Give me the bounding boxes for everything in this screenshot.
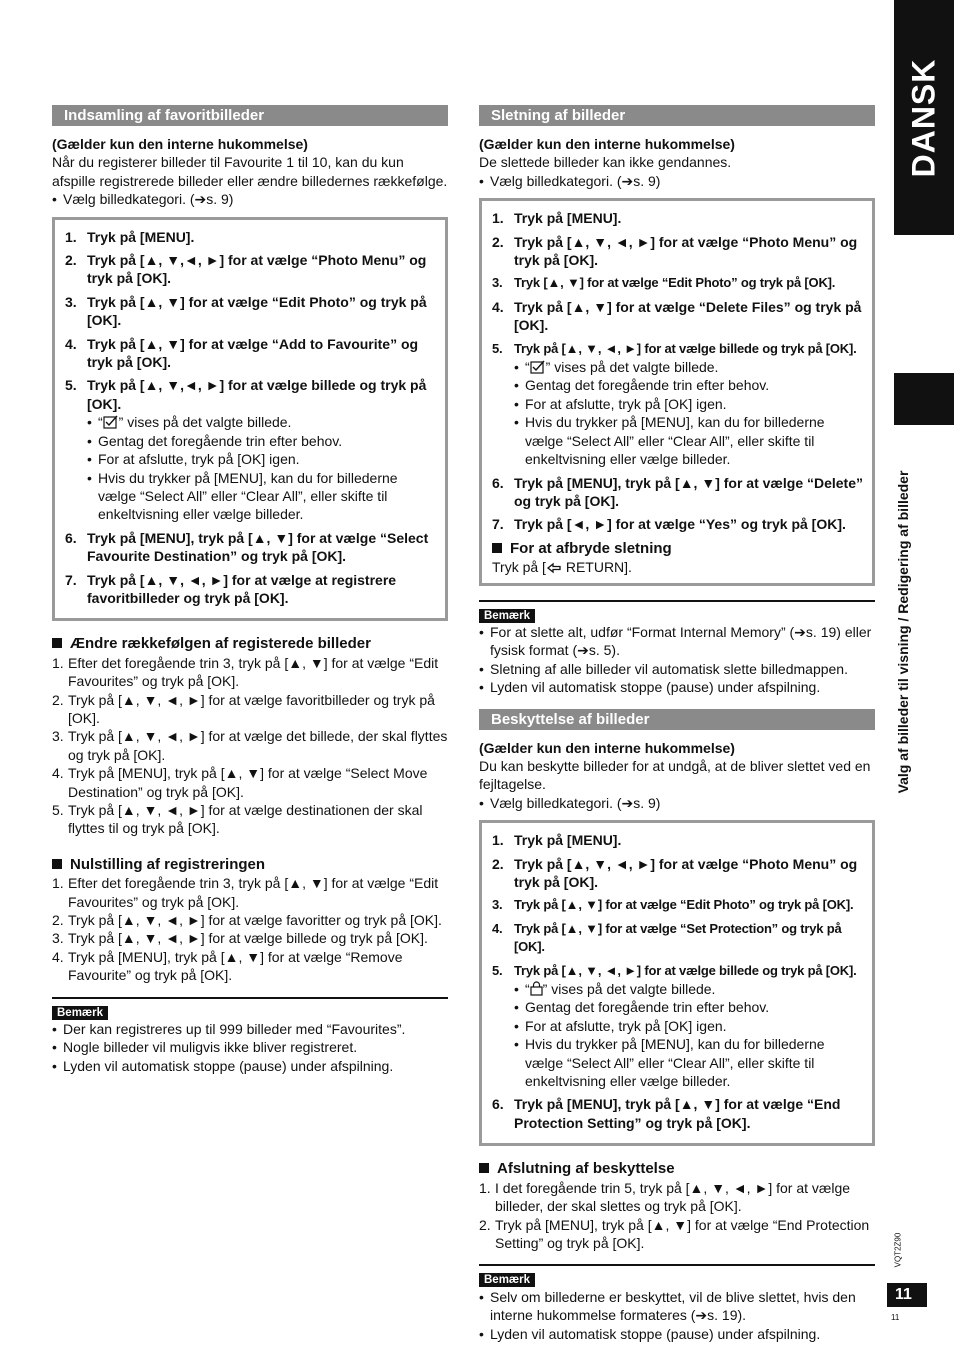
step-item: 3. Tryk på [▲, ▼] for at vælge “Edit Photo” og tryk på [OK]. — [65, 293, 427, 329]
step-item: 2. Tryk på [▲, ▼, ◄, ►] for at vælge “Photo Menu” og tryk på [OK]. — [492, 233, 858, 269]
delete-steps — [492, 209, 863, 534]
reset-list: 1. Efter det foregående trin 3, tryk på [▲, ▼] for at vælge “Edit Favourites” og tryk på [OK]. 2. Tryk på [▲, ▼, ◄, ►] for at vælge favoritter og tryk på [OK]. 3. Tryk på [▲, ▼, ◄, ►] for at vælge billede og tryk på [OK]. 4. Tryk på [MENU], tryk på [▲, ▼] for at vælge “Remove Favourite” og tryk på [OK]. — [52, 875, 442, 984]
square-bullet-icon — [479, 1163, 489, 1173]
divider — [479, 1264, 875, 1266]
step-sub-bullets: • “ ” vises på det valgte billede. • Gentag det foregående trin efter behov. • For at afslutte, tryk på [OK] igen. • Hvis du trykker på [MENU], kan du for billederne vælge “Select All” eller “Clear All”, eller skifte til enkeltvisning eller vælge billeder. — [514, 980, 863, 1090]
pre-step: • Vælg billedkategori. (➔s. 9) — [479, 794, 875, 812]
note-tag: Bemærk — [479, 609, 535, 623]
section-marker — [894, 373, 954, 425]
left-column — [52, 105, 448, 1075]
step-item: 7. Tryk på [▲, ▼, ◄, ►] for at vælge at registrere favoritbilleder og tryk på [OK]. — [65, 571, 397, 606]
step-item: 2. Tryk på [▲, ▼, ◄, ►] for at vælge “Photo Menu” og tryk på [OK]. — [492, 855, 858, 890]
step-item: 5. Tryk på [▲, ▼,◄, ►] for at vælge billede og tryk på [OK]. • “ ” vises på det valgte billede. • Gentag det foregående trin efter behov. • For at afslutte, tryk på [OK] igen. • Hvis du trykker på [MENU], kan du for billederne vælge “Select All” eller “Clear All”, eller skifte til enkeltvisning eller vælge billeder. — [65, 376, 436, 523]
protect-heading: Beskyttelse af billeder — [479, 709, 875, 730]
step-item: 3. Tryk på [▲, ▼] for at vælge “Edit Photo” og tryk på [OK]. — [492, 897, 854, 913]
checkbox-icon — [530, 360, 546, 374]
favourites-intro: Når du registerer billeder til Favourite 1 til 10, kan du kun afspille registrerede billeder eller ændre billedernes rækkefølge. — [52, 154, 448, 189]
step-item: 7. Tryk på [◄, ►] for at vælge “Yes” og tryk på [OK]. — [492, 516, 846, 533]
memory-note: (Gælder kun den interne hukommelse) — [479, 136, 735, 152]
protect-intro: Du kan beskytte billeder for at undgå, at de bliver slettet ved en fejltagelse. — [479, 757, 871, 793]
page-number-small: 11 — [891, 1313, 900, 1322]
step-item: 5. Tryk på [▲, ▼, ◄, ►] for at vælge billede og tryk på [OK]. • “ ” vises på det valgte billede. • Gentag det foregående trin efter behov. • For at afslutte, tryk på [OK] igen. • Hvis du trykker på [MENU], kan du for billederne vælge “Select All” eller “Clear All”, eller skifte til enkeltvisning eller vælge billeder. — [492, 962, 863, 1091]
reorder-heading: Ændre rækkefølgen af registerede billeder — [52, 635, 448, 653]
step-item: 4. Tryk på [▲, ▼] for at vælge “Add to Favourite” og tryk på [OK]. — [65, 335, 419, 371]
reset-heading: Nulstilling af registreringen — [52, 856, 448, 874]
protect-notes: • Selv om billederne er beskyttet, vil de blive slettet, hvis den interne hukommelse formateres (➔s. 19). • Lyden vil automatisk stoppe (pause) under afspilning. — [479, 1288, 875, 1343]
step-item: 1. Tryk på [MENU]. — [492, 210, 622, 227]
favourites-notes: • Der kan registreres up til 999 billeder med “Favourites”. • Nogle billeder vil muligvis ikke bliver registreret. • Lyden vil automatisk stoppe (pause) under afspilning. — [52, 1020, 448, 1075]
square-bullet-icon — [52, 859, 62, 869]
step-item: 6. Tryk på [MENU], tryk på [▲, ▼] for at vælge “Delete” og tryk på [OK]. — [492, 474, 864, 509]
protect-steps-box — [479, 820, 875, 1146]
delete-heading: Sletning af billeder — [479, 105, 875, 126]
delete-notes: • For at slette alt, udfør “Format Internal Memory” (➔s. 19) eller fysisk format (➔s. 5). • Sletning af alle billeder vil automatisk slette billedmappen. • Lyden vil automatisk stoppe (pause) under afspilning. — [479, 623, 875, 697]
square-bullet-icon — [52, 638, 62, 648]
note-tag: Bemærk — [52, 1006, 108, 1020]
delete-intro: De slettede billeder kan ikke gendannes. — [479, 154, 732, 171]
square-bullet-icon — [492, 543, 502, 553]
delete-steps-box — [479, 198, 875, 585]
step-item: 1. Tryk på [MENU]. — [65, 228, 195, 245]
memory-note: (Gælder kun den interne hukommelse) — [479, 739, 735, 756]
right-column — [479, 105, 875, 1343]
step-item: 6. Tryk på [MENU], tryk på [▲, ▼] for at vælge “End Protection Setting” og tryk på [OK]. — [492, 1096, 841, 1131]
favourites-heading: Indsamling af favoritbilleder — [52, 105, 448, 126]
end-protection-heading: Afslutning af beskyttelse — [479, 1160, 875, 1178]
step-item: 5. Tryk på [▲, ▼, ◄, ►] for at vælge billede og tryk på [OK]. • “ ” vises på det valgte billede. • Gentag det foregående trin efter behov. • For at afslutte, tryk på [OK] igen. • Hvis du trykker på [MENU], kan du for billederne vælge “Select All” eller “Clear All”, eller skifte til enkeltvisning eller vælge billeder. — [492, 340, 863, 469]
note-tag: Bemærk — [479, 1273, 535, 1287]
step-item: 6. Tryk på [MENU], tryk på [▲, ▼] for at vælge “Select Favourite Destination” og tryk på [OK]. — [65, 529, 429, 565]
step-sub-bullets: • “ ” vises på det valgte billede. • Gentag det foregående trin efter behov. • For at afslutte, tryk på [OK] igen. • Hvis du trykker på [MENU], kan du for billederne vælge “Select All” eller “Clear All”, eller skifte til enkeltvisning eller vælge billeder. — [87, 413, 436, 523]
step-item: 3. Tryk [▲, ▼] for at vælge “Edit Photo” og tryk på [OK]. — [492, 275, 836, 291]
divider — [479, 600, 875, 602]
step-item: 2. Tryk på [▲, ▼,◄, ►] for at vælge “Photo Menu” og tryk på [OK]. — [65, 252, 427, 287]
lock-icon — [530, 981, 543, 996]
page-number: 11 — [887, 1283, 927, 1307]
favourites-steps — [65, 228, 436, 608]
cancel-heading: For at afbryde sletning — [492, 540, 863, 558]
divider — [52, 997, 448, 999]
checkbox-icon — [103, 415, 119, 429]
language-tab — [894, 0, 954, 235]
step-item: 1. Tryk på [MENU]. — [492, 832, 622, 849]
cancel-text: Tryk på [ RETURN]. — [492, 559, 632, 576]
return-icon — [546, 562, 562, 574]
reorder-list: 1. Efter det foregående trin 3, tryk på [▲, ▼] for at vælge “Edit Favourites” og tryk på [OK]. 2. Tryk på [▲, ▼, ◄, ►] for at vælge favoritbilleder og tryk på [OK]. 3. Tryk på [▲, ▼, ◄, ►] for at vælge det billede, der skal flyttes og tryk på [OK]. 4. Tryk på [MENU], tryk på [▲, ▼] for at vælge “Select Move Destination” og tryk på [OK]. 5. Tryk på [▲, ▼, ◄, ►] for at vælge destinationen der skal flyttes til og tryk på [OK]. — [52, 654, 448, 837]
favourites-steps-box — [52, 217, 448, 622]
step-item: 4. Tryk på [▲, ▼] for at vælge “Set Protection” og tryk på [OK]. — [492, 920, 842, 955]
step-sub-bullets: • “ ” vises på det valgte billede. • Gentag det foregående trin efter behov. • For at afslutte, tryk på [OK] igen. • Hvis du trykker på [MENU], kan du for billederne vælge “Select All” eller “Clear All”, eller skifte til enkeltvisning eller vælge billeder. — [514, 358, 863, 468]
end-protection-list: 1. I det foregående trin 5, tryk på [▲, ▼, ◄, ►] for at vælge billeder, der skal slettes og tryk på [OK]. 2. Tryk på [MENU], tryk på [▲, ▼] for at vælge “End Protection Setting” og tryk på [OK]. — [479, 1179, 870, 1251]
memory-note: (Gælder kun den interne hukommelse) — [52, 136, 308, 152]
pre-step: • Vælg billedkategori. (➔s. 9) — [52, 190, 448, 208]
protect-steps — [492, 831, 863, 1132]
pre-step: • Vælg billedkategori. (➔s. 9) — [479, 172, 875, 190]
language-label: DANSK — [905, 58, 942, 178]
step-item: 4. Tryk på [▲, ▼] for at vælge “Delete Files” og tryk på [OK]. — [492, 298, 862, 334]
